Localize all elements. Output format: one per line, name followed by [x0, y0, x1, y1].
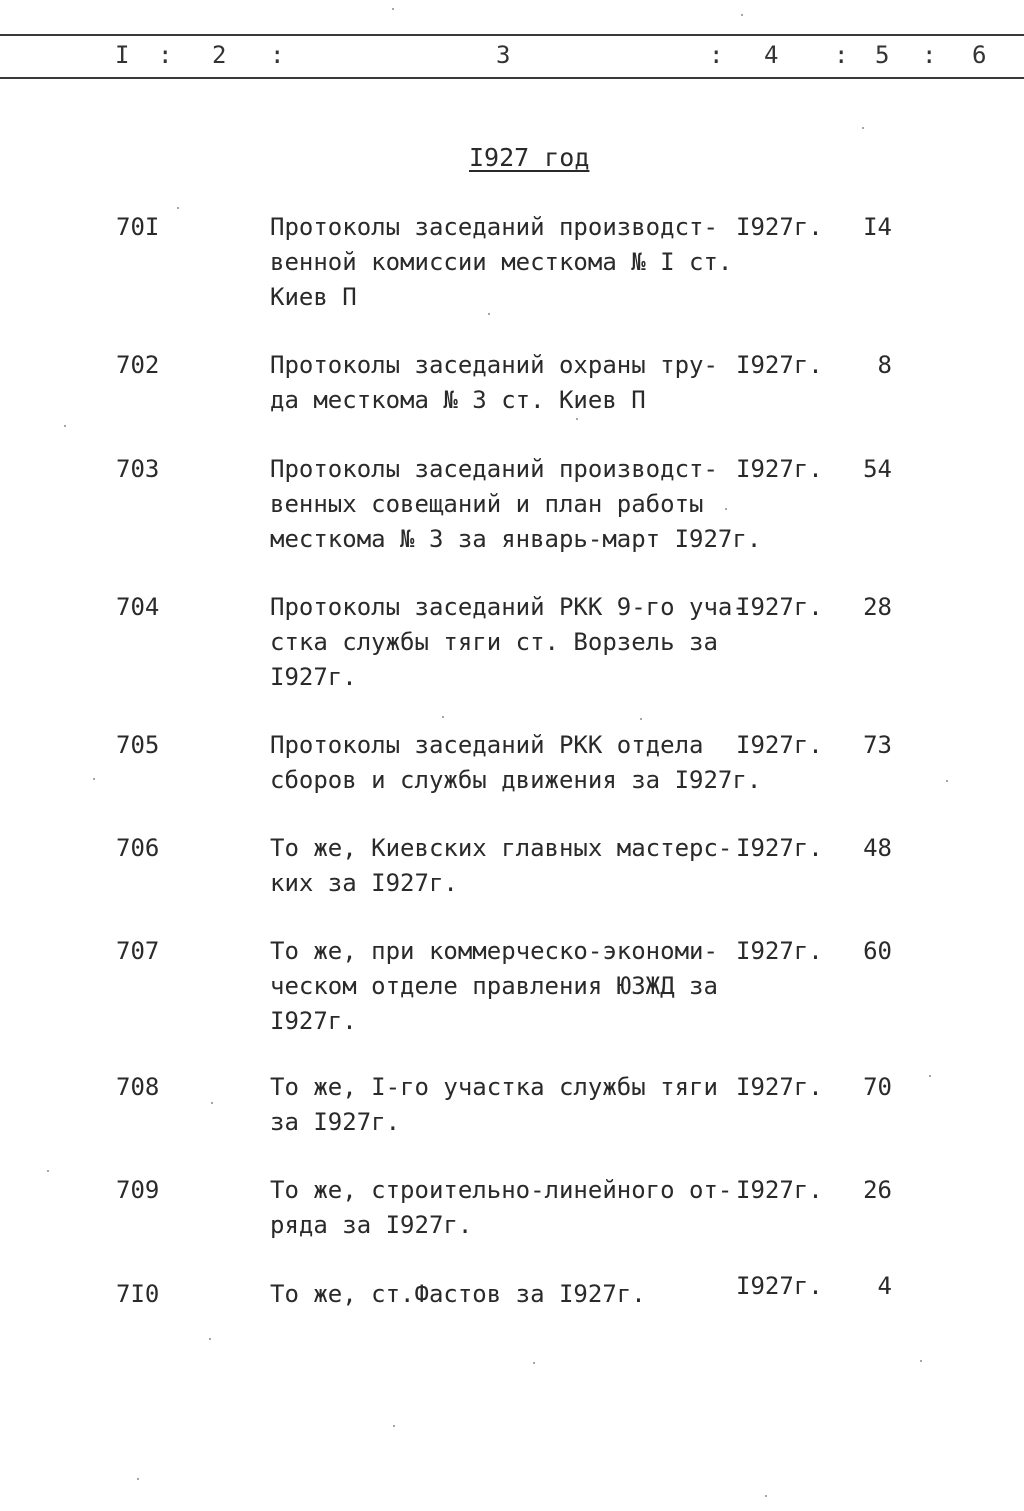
entry-sheet-count: I4 — [863, 213, 892, 241]
entry-sheet-count: 26 — [863, 1176, 892, 1204]
entry-description — [270, 728, 762, 798]
entry-number: 704 — [116, 593, 160, 621]
entry-sheet-count: 8 — [877, 351, 892, 379]
entry-description-line: стка службы тяги ст. Ворзель за — [270, 628, 718, 656]
entry-sheet-count: 73 — [863, 731, 892, 759]
entry-number: 706 — [116, 834, 160, 862]
scan-speck — [929, 1075, 931, 1077]
scan-speck — [177, 207, 179, 209]
entry-dates: I927г. — [736, 1176, 823, 1204]
entry-description-line: венных совещаний и план работы — [270, 490, 704, 518]
header-separator: : — [270, 41, 285, 69]
entry-description-line: ческом отделе правления ЮЗЖД за — [270, 972, 718, 1000]
header-col-4: 4 — [764, 41, 779, 69]
entry-description-line: То же, Киевских главных мастерс- — [270, 834, 733, 862]
entry-number: 703 — [116, 455, 160, 483]
entry-description — [270, 452, 762, 557]
entry-number: 7I0 — [116, 1280, 160, 1308]
scan-speck — [640, 718, 642, 720]
entry-sheet-count: 54 — [863, 455, 892, 483]
scan-speck — [93, 778, 95, 780]
entry-number: 707 — [116, 937, 160, 965]
entry-dates: I927г. — [736, 351, 823, 379]
scan-speck — [576, 418, 578, 420]
header-col-6: 6 — [972, 41, 987, 69]
entry-description-line: То же, ст.Фастов за I927г. — [270, 1280, 646, 1308]
scan-speck — [862, 127, 864, 129]
header-separator: : — [834, 41, 849, 69]
scan-speck — [47, 1170, 49, 1172]
header-top-rule — [0, 34, 1024, 36]
entry-description-line: ряда за I927г. — [270, 1211, 473, 1239]
entry-description-line: То же, строительно-линейного от- — [270, 1176, 733, 1204]
header-separator: : — [158, 41, 173, 69]
entry-sheet-count: 48 — [863, 834, 892, 862]
entry-description — [270, 210, 733, 315]
entry-description-line: за I927г. — [270, 1108, 401, 1136]
entry-number: 709 — [116, 1176, 160, 1204]
entry-sheet-count: 4 — [877, 1272, 892, 1300]
entry-description-line: венной комиссии месткома № I ст. — [270, 248, 733, 276]
entry-description — [270, 1277, 730, 1312]
entry-description-line: месткома № 3 за январь-март I927г. — [270, 525, 762, 553]
entry-description — [270, 590, 747, 695]
entry-description-line: То же, I-го участка службы тяги — [270, 1073, 718, 1101]
entry-description-line: Протоколы заседаний РКК 9-го уча- — [270, 593, 747, 621]
scan-speck — [393, 1425, 395, 1427]
entry-dates: I927г. — [736, 213, 823, 241]
header-bottom-rule — [0, 77, 1024, 79]
header-separator: : — [922, 41, 937, 69]
header-col-3: 3 — [496, 41, 511, 69]
entry-dates: I927г. — [736, 455, 823, 483]
entry-description-line: сборов и службы движения за I927г. — [270, 766, 762, 794]
entry-dates: I927г. — [736, 1073, 823, 1101]
scan-speck — [64, 425, 66, 427]
scan-speck — [442, 716, 444, 718]
scan-speck — [765, 1495, 767, 1497]
entry-description-line: Протоколы заседаний производст- — [270, 455, 718, 483]
entry-number: 705 — [116, 731, 160, 759]
scan-speck — [946, 780, 948, 782]
entry-dates: I927г. — [736, 937, 823, 965]
scan-speck — [741, 14, 743, 16]
entry-sheet-count: 70 — [863, 1073, 892, 1101]
entry-dates: I927г. — [736, 593, 823, 621]
scan-speck — [211, 1102, 213, 1104]
scan-speck — [392, 8, 394, 10]
header-col-1: I — [115, 41, 130, 69]
scan-speck — [209, 1338, 211, 1340]
entry-dates: I927г. — [736, 834, 823, 862]
scan-speck — [488, 313, 490, 315]
entry-description-line: Протоколы заседаний РКК отдела — [270, 731, 704, 759]
entry-sheet-count: 60 — [863, 937, 892, 965]
entry-description-line: Киев П — [270, 283, 357, 311]
scan-speck — [533, 1362, 535, 1364]
scan-speck — [725, 508, 727, 510]
entry-number: 708 — [116, 1073, 160, 1101]
entry-sheet-count: 28 — [863, 593, 892, 621]
entry-description — [270, 934, 730, 1039]
entry-description-line: Протоколы заседаний производст- — [270, 213, 718, 241]
entry-description — [270, 1173, 733, 1243]
entry-description-line: I927г. — [270, 663, 357, 691]
scan-speck — [920, 1360, 922, 1362]
entry-number: 702 — [116, 351, 160, 379]
entry-description-line: Протоколы заседаний охраны тру- — [270, 351, 718, 379]
year-heading: I927 год — [469, 143, 590, 172]
entry-description-line: То же, при коммерческо-экономи- — [270, 937, 718, 965]
header-col-2: 2 — [212, 41, 227, 69]
entry-dates: I927г. — [736, 1272, 823, 1300]
entry-description — [270, 831, 733, 901]
entry-description — [270, 348, 730, 418]
entry-description-line: да месткома № 3 ст. Киев П — [270, 386, 646, 414]
entry-description-line: I927г. — [270, 1007, 357, 1035]
entry-description — [270, 1070, 730, 1140]
entry-description-line: ких за I927г. — [270, 869, 458, 897]
entry-number: 70I — [116, 213, 160, 241]
header-col-5: 5 — [875, 41, 890, 69]
header-separator: : — [709, 41, 724, 69]
scan-speck — [137, 1478, 139, 1480]
entry-dates: I927г. — [736, 731, 823, 759]
